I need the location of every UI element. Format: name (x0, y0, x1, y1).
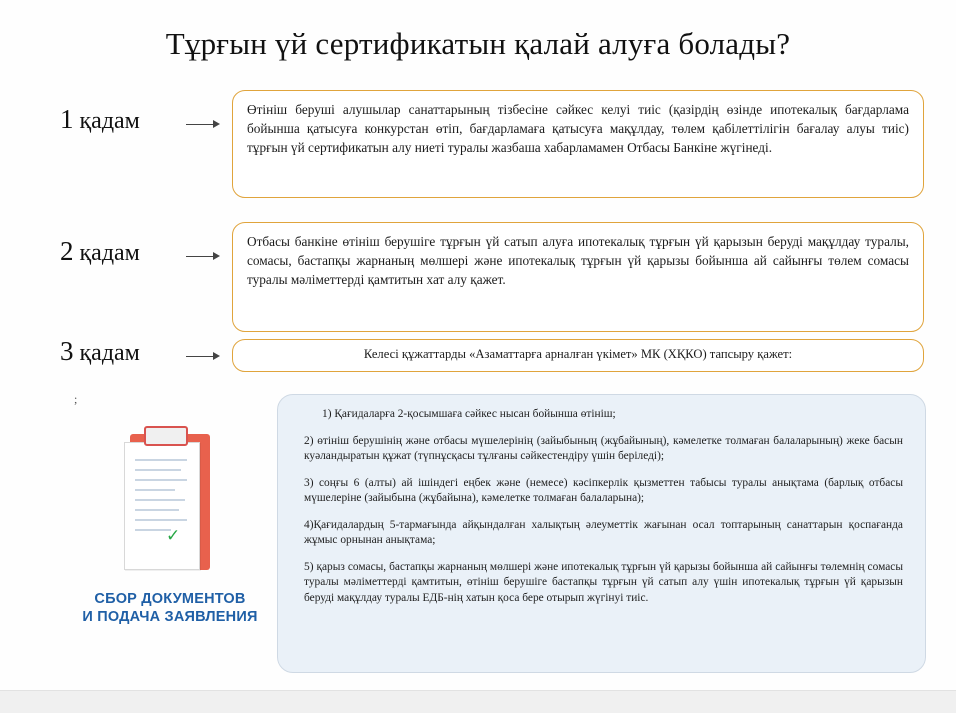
step-1-arrow-icon (186, 118, 220, 132)
illustration-caption (60, 590, 280, 626)
clipboard-clip-shape (144, 426, 188, 446)
step-2-word: қадам (79, 240, 140, 266)
page-title: Тұрғын үй сертификатын қалай алуға болады? (165, 26, 791, 61)
document-item-3: 3) соңғы 6 (алты) ай ішіндегі еңбек және (немесе) кәсіпкерлік қызметтен табысы туралы анықтама (барлық отбасы мүшелеріне (зайыбына (жұбайына), кәмелетке толмаған балаларына); (304, 476, 903, 504)
step-3-word: қадам (79, 340, 140, 366)
document-item-2: 2) өтініш берушінің және отбасы мүшелерінің (зайыбының (жұбайының), кәмелетке толмаған балаларының) жеке басын куәландыратын құжат (түпнұсқасы тұлғаны сәйкестендіру үшін беріледі); (304, 434, 903, 462)
paper-sheet-shape (124, 442, 200, 570)
step-3-label (60, 336, 140, 367)
step-2-label (60, 236, 140, 267)
check-mark-icon: ✓ (166, 526, 181, 546)
step-3-text-box: Келесі құжаттарды «Азаматтарға арналған үкімет» МК (ХҚКО) тапсыру қажет: (232, 339, 924, 372)
illustration-caption-line-2: И ПОДАЧА ЗАЯВЛЕНИЯ (82, 609, 258, 626)
step-1-word: қадам (79, 108, 140, 134)
step-1-label (60, 104, 140, 135)
illustration-caption-line-1: СБОР ДОКУМЕНТОВ (94, 591, 246, 607)
step-2-arrow-icon (186, 250, 220, 264)
documents-list-panel (277, 394, 926, 673)
document-item-5: 5) қарыз сомасы, бастапқы жарнаның мөлшері және ипотекалық тұрғын үй қарызы бойынша ай сайынғы төлемнің сомасы туралы мәліметтерді қамтитын, өтініш берушіге бастапқы тұрғын үй сатып алу үшін ипотекалық тұрғын үй қарызын беруді мақұлдау туралы ЕДБ-нің хатын қоса бере отырып жүгінуі тиіс. (304, 560, 903, 604)
step-1-number: 1 (60, 104, 74, 134)
step-1-text-box: Өтініш беруші алушылар санаттарының тізбесіне сәйкес келуі тиіс (қазірдің өзінде ипотекалық бағдарлама бойынша қатысуға конкурстан өтіп, бағдарламаға қатысуға мақұлдау, төлем қабілеттілігін бағалау алуы тиіс) тұрғын үй сертификатын алу ниеті туралы жазбаша хабарламамен Отбасы Банкіне жүгінеді. (232, 90, 924, 198)
document-item-4: 4)Қағидалардың 5-тармағында айқындалған халықтың әлеуметтік жағынан осал топтарының санаттарын қоспағанда жұмыс орнынан анықтама; (304, 518, 903, 546)
step-3-arrow-icon (186, 350, 220, 364)
step-2-text-box: Отбасы банкіне өтініш берушіге тұрғын үй сатып алуға ипотекалық тұрғын үй қарызын беруді мақұлдау туралы, сомасы, бастапқы жарнаның мөлшері және ипотекалық тұрғын үй қарызы бойынша ай сайынғы төлем сомасы туралы мәліметтерді қамтитын хат алу қажет. (232, 222, 924, 332)
step-2-number: 2 (60, 236, 74, 266)
clipboard-document-icon (122, 424, 218, 574)
document-item-1: 1) Қағидаларға 2-қосымшаға сәйкес нысан бойынша өтініш; (322, 408, 616, 420)
step-3-number: 3 (60, 336, 74, 366)
stray-mark: ; (74, 392, 78, 406)
footer-strip (0, 690, 956, 713)
